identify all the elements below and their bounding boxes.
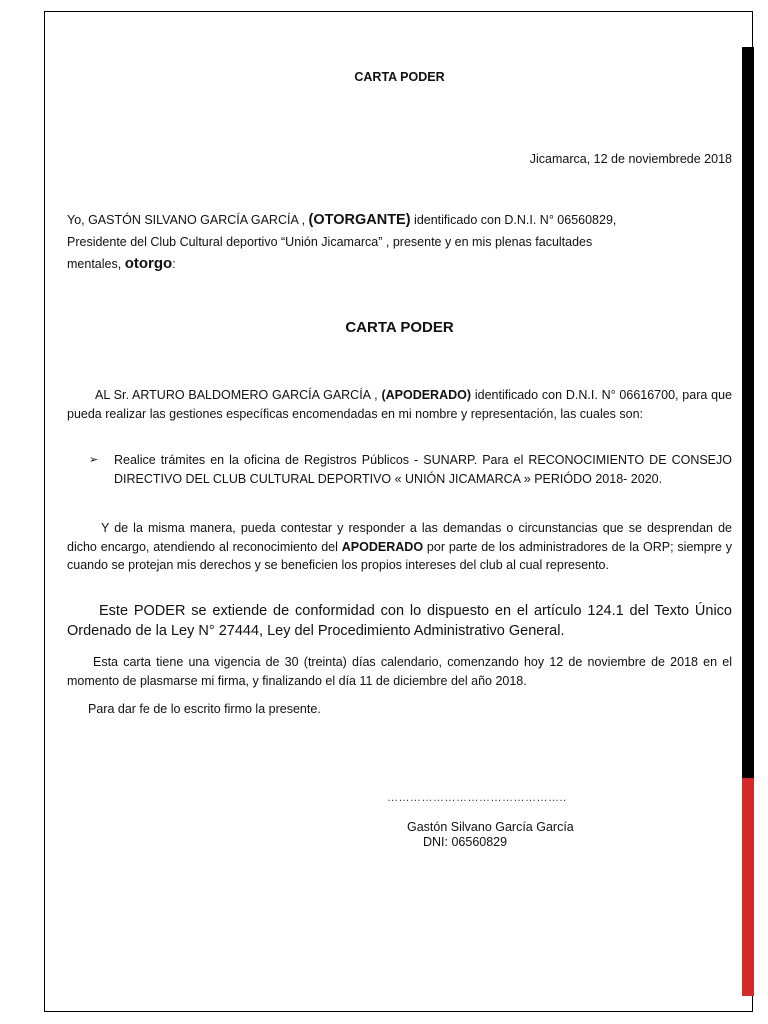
apoderado-role: (APODERADO) [381, 388, 472, 402]
paragraph-poder: Este PODER se extiende de conformidad con lo dispuesto en el artículo 124.1 del Texto Único Ordenado de la Ley N° 27444, Ley del Procedimiento Administrativo General. [67, 603, 732, 639]
paragraph-vigencia: Esta carta tiene una vigencia de 30 (treinta) días calendario, comenzando hoy 12 de noviembre de 2018 en el momento de plasmarse mi firma, y finalizando el día 11 de diciembre del año 2018. [67, 655, 732, 688]
intro-colon: : [172, 257, 176, 271]
intro-otorgo: otorgo [124, 255, 173, 272]
paragraph2-apoderado: APODERADO [341, 539, 424, 554]
side-bar-red [742, 778, 754, 996]
intro-line-2: Presidente del Club Cultural deportivo “Unión Jicamarca” , presente y en mis plenas facultades [67, 235, 593, 249]
intro-mentales: mentales, [67, 257, 122, 271]
document-title-middle: CARTA PODER [345, 319, 454, 336]
arrow-bullet-icon: ➢ [89, 454, 99, 466]
document-title-top: CARTA PODER [354, 70, 445, 84]
signature-name: Gastón Silvano García García [407, 820, 574, 834]
paragraph2-part-a: Y de la misma manera, pueda contestar y responder a las demandas o circunstancias que se desprendan de dicho encargo, atendiendo al reconocimiento del [67, 521, 732, 554]
paragraph2-part-c: por parte de los administradores de la ORP; siempre y cuando se protejan mis derechos y se beneficien los propios intereses del club al cual represento. [67, 539, 732, 572]
intro-paragraph [67, 209, 727, 275]
paragraph-closing: Para dar fe de lo escrito firmo la presente. [88, 702, 321, 716]
paragraph-apoderado [67, 386, 732, 423]
side-bar-black [742, 47, 754, 778]
intro-line-1 [67, 209, 727, 231]
grantor-role: (OTORGANTE) [308, 212, 411, 228]
date-line: Jicamarca, 12 de noviembrede 2018 [529, 152, 732, 166]
bullet-text: Realice trámites en la oficina de Registros Públicos - SUNARP. Para el RECONOCIMIENTO DE CONSEJO DIRECTIVO DEL CLUB CULTURAL DEPORTIVO « UNIÓN JICAMARCA » PERIÓDO 2018- 2020. [114, 453, 732, 486]
signature-dni: DNI: 06560829 [423, 835, 508, 849]
apoderado-name-text: AL Sr. ARTURO BALDOMERO GARCÍA GARCÍA , [95, 388, 378, 402]
grantor-name-text: Yo, GASTÓN SILVANO GARCÍA GARCÍA , [67, 213, 306, 227]
bullet-item [89, 451, 732, 489]
apoderado-rest-text: identificado con D.N.I. N° 06616700, para que pueda realizar las gestiones específicas encomendadas en mi nombre y representación, las cuales son: [67, 388, 732, 421]
grantor-id-text: identificado con D.N.I. N° 06560829, [414, 213, 617, 227]
intro-line-3 [67, 253, 727, 275]
paragraph-contestar [67, 519, 732, 575]
signature-line: ……………………………………….. [387, 792, 567, 804]
